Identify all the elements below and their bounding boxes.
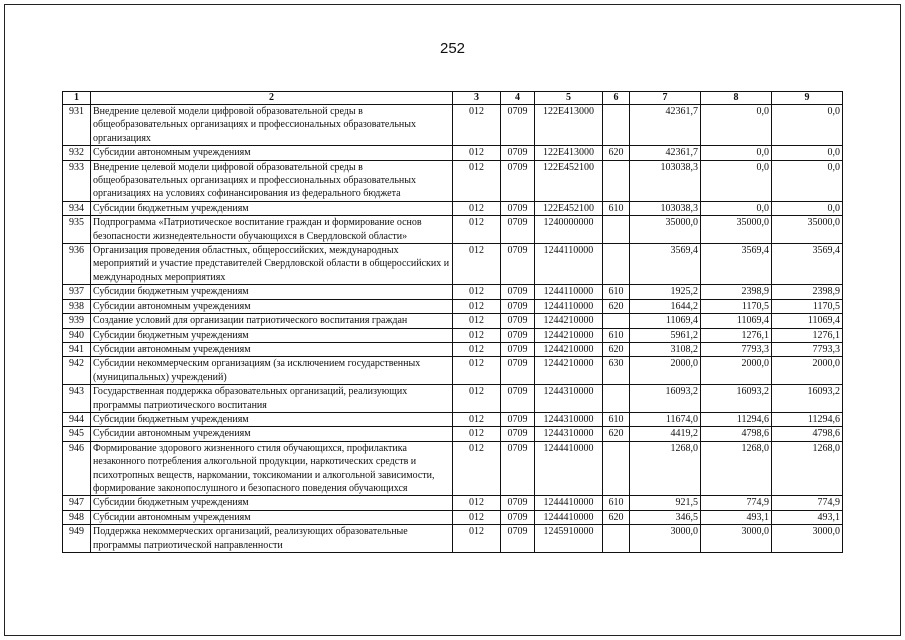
target-article-code: 1244110000 xyxy=(535,299,603,313)
amount-col7: 42361,7 xyxy=(630,146,701,160)
target-article-code: 1240000000 xyxy=(535,216,603,244)
expense-type-code: 610 xyxy=(603,285,630,299)
row-number: 931 xyxy=(63,105,91,146)
admin-code: 012 xyxy=(453,105,501,146)
row-name: Внедрение целевой модели цифровой образовательной среды в общеобразовательных организациях и профессиональных образовательных организациях на условиях софинансирования из федерального бюджета xyxy=(91,160,453,201)
section-code: 0709 xyxy=(501,525,535,553)
amount-col9: 1276,1 xyxy=(772,328,843,342)
admin-code: 012 xyxy=(453,216,501,244)
row-name: Субсидии автономным учреждениям xyxy=(91,342,453,356)
amount-col8: 0,0 xyxy=(701,105,772,146)
amount-col9: 1268,0 xyxy=(772,441,843,496)
row-number: 946 xyxy=(63,441,91,496)
column-header: 9 xyxy=(772,92,843,105)
table-row xyxy=(63,105,843,146)
table-row xyxy=(63,385,843,413)
section-code: 0709 xyxy=(501,357,535,385)
row-number: 936 xyxy=(63,244,91,285)
column-header: 4 xyxy=(501,92,535,105)
section-code: 0709 xyxy=(501,160,535,201)
amount-col8: 11069,4 xyxy=(701,314,772,328)
expense-type-code: 620 xyxy=(603,146,630,160)
target-article-code: 1245910000 xyxy=(535,525,603,553)
table-row xyxy=(63,525,843,553)
row-name: Субсидии автономным учреждениям xyxy=(91,146,453,160)
amount-col7: 3000,0 xyxy=(630,525,701,553)
row-number: 932 xyxy=(63,146,91,160)
table-row xyxy=(63,146,843,160)
row-name: Поддержка некоммерческих организаций, реализующих образовательные программы патриотической направленности xyxy=(91,525,453,553)
row-number: 947 xyxy=(63,496,91,510)
target-article-code: 1244110000 xyxy=(535,244,603,285)
column-header: 8 xyxy=(701,92,772,105)
page-number: 252 xyxy=(439,40,466,57)
row-name: Формирование здорового жизненного стиля обучающихся, профилактика незаконного потребления алкогольной продукции, наркотических средств и психотропных веществ, наркомании, токсикомании и алкогольной зависимости, формирование законопослушного и безопасного поведения обучающихся xyxy=(91,441,453,496)
amount-col8: 1170,5 xyxy=(701,299,772,313)
section-code: 0709 xyxy=(501,427,535,441)
amount-col8: 493,1 xyxy=(701,510,772,524)
table-row xyxy=(63,427,843,441)
expense-type-code: 610 xyxy=(603,412,630,426)
amount-col7: 1268,0 xyxy=(630,441,701,496)
amount-col9: 774,9 xyxy=(772,496,843,510)
column-header: 1 xyxy=(63,92,91,105)
amount-col7: 16093,2 xyxy=(630,385,701,413)
expense-type-code: 610 xyxy=(603,201,630,215)
row-name: Государственная поддержка образовательных организаций, реализующих программы патриотического воспитания xyxy=(91,385,453,413)
amount-col9: 2398,9 xyxy=(772,285,843,299)
expense-type-code xyxy=(603,160,630,201)
admin-code: 012 xyxy=(453,160,501,201)
row-name: Субсидии бюджетным учреждениям xyxy=(91,201,453,215)
expense-type-code xyxy=(603,244,630,285)
target-article-code: 1244310000 xyxy=(535,427,603,441)
amount-col7: 35000,0 xyxy=(630,216,701,244)
admin-code: 012 xyxy=(453,525,501,553)
amount-col8: 2000,0 xyxy=(701,357,772,385)
target-article-code: 1244410000 xyxy=(535,510,603,524)
row-name: Создание условий для организации патриотического воспитания граждан xyxy=(91,314,453,328)
amount-col9: 3569,4 xyxy=(772,244,843,285)
amount-col9: 0,0 xyxy=(772,160,843,201)
target-article-code: 122E452100 xyxy=(535,160,603,201)
target-article-code: 1244310000 xyxy=(535,412,603,426)
amount-col7: 103038,3 xyxy=(630,201,701,215)
section-code: 0709 xyxy=(501,441,535,496)
amount-col8: 4798,6 xyxy=(701,427,772,441)
budget-table xyxy=(62,91,843,553)
table-row xyxy=(63,216,843,244)
table-row xyxy=(63,328,843,342)
amount-col7: 42361,7 xyxy=(630,105,701,146)
amount-col9: 1170,5 xyxy=(772,299,843,313)
amount-col8: 3000,0 xyxy=(701,525,772,553)
expense-type-code: 620 xyxy=(603,299,630,313)
target-article-code: 1244210000 xyxy=(535,328,603,342)
row-name: Субсидии автономным учреждениям xyxy=(91,299,453,313)
amount-col9: 7793,3 xyxy=(772,342,843,356)
amount-col8: 774,9 xyxy=(701,496,772,510)
expense-type-code xyxy=(603,441,630,496)
row-number: 934 xyxy=(63,201,91,215)
amount-col7: 11674,0 xyxy=(630,412,701,426)
section-code: 0709 xyxy=(501,314,535,328)
admin-code: 012 xyxy=(453,496,501,510)
target-article-code: 1244210000 xyxy=(535,314,603,328)
row-number: 945 xyxy=(63,427,91,441)
amount-col7: 921,5 xyxy=(630,496,701,510)
amount-col8: 0,0 xyxy=(701,160,772,201)
amount-col9: 0,0 xyxy=(772,146,843,160)
table-row xyxy=(63,285,843,299)
amount-col9: 0,0 xyxy=(772,105,843,146)
target-article-code: 1244210000 xyxy=(535,342,603,356)
column-header: 3 xyxy=(453,92,501,105)
amount-col7: 5961,2 xyxy=(630,328,701,342)
admin-code: 012 xyxy=(453,244,501,285)
amount-col8: 1276,1 xyxy=(701,328,772,342)
amount-col7: 103038,3 xyxy=(630,160,701,201)
section-code: 0709 xyxy=(501,510,535,524)
admin-code: 012 xyxy=(453,201,501,215)
expense-type-code: 630 xyxy=(603,357,630,385)
expense-type-code: 610 xyxy=(603,328,630,342)
target-article-code: 1244110000 xyxy=(535,285,603,299)
row-name: Организация проведения областных, общероссийских, международных мероприятий и участие представителей Свердловской области в общероссийских и международных мероприятиях xyxy=(91,244,453,285)
admin-code: 012 xyxy=(453,427,501,441)
target-article-code: 1244410000 xyxy=(535,441,603,496)
table-row xyxy=(63,441,843,496)
section-code: 0709 xyxy=(501,201,535,215)
expense-type-code xyxy=(603,385,630,413)
row-name: Субсидии бюджетным учреждениям xyxy=(91,412,453,426)
section-code: 0709 xyxy=(501,496,535,510)
target-article-code: 122E413000 xyxy=(535,146,603,160)
amount-col9: 16093,2 xyxy=(772,385,843,413)
table-row xyxy=(63,496,843,510)
expense-type-code xyxy=(603,314,630,328)
row-number: 944 xyxy=(63,412,91,426)
admin-code: 012 xyxy=(453,441,501,496)
row-name: Подпрограмма «Патриотическое воспитание граждан и формирование основ безопасности жизнедеятельности обучающихся в Свердловской области» xyxy=(91,216,453,244)
expense-type-code: 620 xyxy=(603,510,630,524)
amount-col9: 0,0 xyxy=(772,201,843,215)
expense-type-code xyxy=(603,105,630,146)
amount-col8: 35000,0 xyxy=(701,216,772,244)
column-header: 2 xyxy=(91,92,453,105)
table-row xyxy=(63,160,843,201)
admin-code: 012 xyxy=(453,299,501,313)
section-code: 0709 xyxy=(501,328,535,342)
section-code: 0709 xyxy=(501,285,535,299)
amount-col8: 11294,6 xyxy=(701,412,772,426)
amount-col7: 3569,4 xyxy=(630,244,701,285)
table-row xyxy=(63,357,843,385)
section-code: 0709 xyxy=(501,299,535,313)
amount-col8: 0,0 xyxy=(701,146,772,160)
row-number: 949 xyxy=(63,525,91,553)
row-number: 942 xyxy=(63,357,91,385)
amount-col9: 2000,0 xyxy=(772,357,843,385)
admin-code: 012 xyxy=(453,146,501,160)
amount-col9: 35000,0 xyxy=(772,216,843,244)
section-code: 0709 xyxy=(501,146,535,160)
row-number: 940 xyxy=(63,328,91,342)
expense-type-code xyxy=(603,525,630,553)
admin-code: 012 xyxy=(453,412,501,426)
admin-code: 012 xyxy=(453,314,501,328)
amount-col9: 11069,4 xyxy=(772,314,843,328)
expense-type-code xyxy=(603,216,630,244)
row-number: 938 xyxy=(63,299,91,313)
section-code: 0709 xyxy=(501,342,535,356)
row-number: 939 xyxy=(63,314,91,328)
row-number: 933 xyxy=(63,160,91,201)
target-article-code: 1244410000 xyxy=(535,496,603,510)
row-name: Субсидии бюджетным учреждениям xyxy=(91,496,453,510)
amount-col8: 1268,0 xyxy=(701,441,772,496)
amount-col7: 2000,0 xyxy=(630,357,701,385)
column-header: 5 xyxy=(535,92,603,105)
amount-col8: 2398,9 xyxy=(701,285,772,299)
row-number: 935 xyxy=(63,216,91,244)
table-row xyxy=(63,314,843,328)
amount-col7: 4419,2 xyxy=(630,427,701,441)
section-code: 0709 xyxy=(501,412,535,426)
expense-type-code: 620 xyxy=(603,342,630,356)
section-code: 0709 xyxy=(501,105,535,146)
row-number: 943 xyxy=(63,385,91,413)
section-code: 0709 xyxy=(501,385,535,413)
row-number: 937 xyxy=(63,285,91,299)
amount-col8: 3569,4 xyxy=(701,244,772,285)
column-header: 6 xyxy=(603,92,630,105)
admin-code: 012 xyxy=(453,328,501,342)
amount-col8: 7793,3 xyxy=(701,342,772,356)
amount-col9: 11294,6 xyxy=(772,412,843,426)
row-name: Субсидии бюджетным учреждениям xyxy=(91,328,453,342)
row-name: Субсидии бюджетным учреждениям xyxy=(91,285,453,299)
target-article-code: 122E413000 xyxy=(535,105,603,146)
amount-col9: 493,1 xyxy=(772,510,843,524)
admin-code: 012 xyxy=(453,357,501,385)
amount-col7: 1644,2 xyxy=(630,299,701,313)
table-row xyxy=(63,412,843,426)
table-row xyxy=(63,342,843,356)
expense-type-code: 620 xyxy=(603,427,630,441)
amount-col7: 11069,4 xyxy=(630,314,701,328)
section-code: 0709 xyxy=(501,216,535,244)
section-code: 0709 xyxy=(501,244,535,285)
amount-col8: 16093,2 xyxy=(701,385,772,413)
column-header: 7 xyxy=(630,92,701,105)
target-article-code: 1244210000 xyxy=(535,357,603,385)
amount-col9: 4798,6 xyxy=(772,427,843,441)
amount-col7: 1925,2 xyxy=(630,285,701,299)
table-row xyxy=(63,510,843,524)
table-row xyxy=(63,299,843,313)
table-row xyxy=(63,201,843,215)
amount-col9: 3000,0 xyxy=(772,525,843,553)
admin-code: 012 xyxy=(453,385,501,413)
target-article-code: 1244310000 xyxy=(535,385,603,413)
amount-col8: 0,0 xyxy=(701,201,772,215)
admin-code: 012 xyxy=(453,285,501,299)
admin-code: 012 xyxy=(453,342,501,356)
header-row xyxy=(63,92,843,105)
row-name: Субсидии некоммерческим организациям (за исключением государственных (муниципальных) учреждений) xyxy=(91,357,453,385)
amount-col7: 346,5 xyxy=(630,510,701,524)
amount-col7: 3108,2 xyxy=(630,342,701,356)
row-name: Субсидии автономным учреждениям xyxy=(91,510,453,524)
table-row xyxy=(63,244,843,285)
row-number: 948 xyxy=(63,510,91,524)
admin-code: 012 xyxy=(453,510,501,524)
row-name: Субсидии автономным учреждениям xyxy=(91,427,453,441)
row-number: 941 xyxy=(63,342,91,356)
target-article-code: 122E452100 xyxy=(535,201,603,215)
row-name: Внедрение целевой модели цифровой образовательной среды в общеобразовательных организациях и профессиональных образовательных организациях xyxy=(91,105,453,146)
expense-type-code: 610 xyxy=(603,496,630,510)
